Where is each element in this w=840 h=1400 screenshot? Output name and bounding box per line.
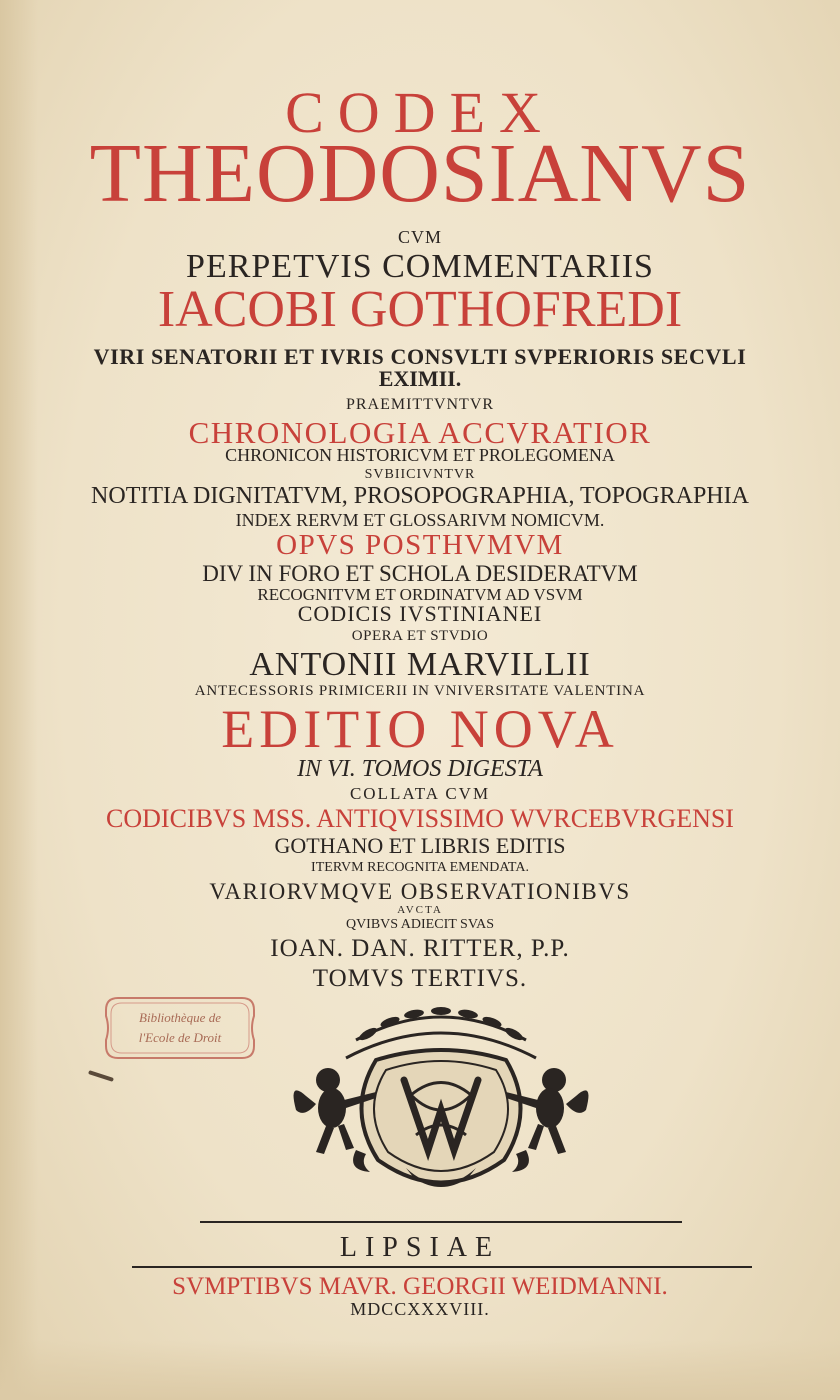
page-edge-shadow-bottom — [0, 1340, 840, 1400]
line-notitia: NOTITIA DIGNITATVM, PROSOPOGRAPHIA, TOPOGRAPHIA — [91, 483, 749, 509]
author-description: VIRI SENATORII ET IVRIS CONSVLTI SVPERIORIS SECVLI — [93, 344, 747, 369]
line-collata-cum: COLLATA CVM — [349, 784, 491, 803]
line-aucta: AVCTA — [397, 904, 443, 916]
line-index-rerum: INDEX RERVM ET GLOSSARIVM NOMICVM. — [235, 510, 605, 530]
line-ritter: IOAN. DAN. RITTER, P.P. — [270, 935, 570, 962]
printers-device-ornament — [286, 1000, 596, 1200]
imprint-publisher: SVMPTIBVS MAVR. GEORGII WEIDMANNI. — [172, 1273, 668, 1300]
imprint-rule-top — [200, 1221, 682, 1223]
printers-device-ornament-icon — [286, 1000, 596, 1200]
author-name: IACOBI GOTHOFREDI — [157, 281, 683, 338]
library-stamp-icon — [104, 994, 256, 1062]
line-opus-posthumum: OPVS POSTHVMVM — [276, 529, 564, 561]
imprint-rule-bottom — [132, 1266, 752, 1268]
line-codicis-iustinianei: CODICIS IVSTINIANEI — [297, 601, 543, 626]
editor-description: ANTECESSORIS PRIMICERII IN VNIVERSITATE VALENTINA — [194, 683, 646, 699]
line-chronicon: CHRONICON HISTORICVM ET PROLEGOMENA — [225, 445, 615, 465]
stamp-line-1: Bibliothèque de — [139, 1010, 221, 1025]
editor-name: ANTONII MARVILLII — [249, 646, 591, 683]
title-codex: CODEX — [285, 80, 555, 145]
line-recognitum: RECOGNITVM ET ORDINATVM AD VSVM — [257, 585, 583, 604]
line-in-vi-tomos: IN VI. TOMOS DIGESTA — [297, 756, 543, 782]
stamp-line-2: l'Ecole de Droit — [138, 1030, 222, 1045]
line-chronologia: CHRONOLOGIA ACCVRATIOR — [188, 415, 652, 450]
ink-mark — [88, 1070, 114, 1082]
line-codicibus: CODICIBVS MSS. ANTIQVISSIMO WVRCEBVRGENSI — [106, 804, 734, 833]
line-tomus-tertius: TOMVS TERTIVS. — [312, 965, 528, 992]
line-iterum-recognita: ITERVM RECOGNITA EMENDATA. — [311, 860, 529, 875]
line-opera-et-studio: OPERA ET STVDIO — [351, 628, 489, 644]
imprint-year: MDCCXXXVIII. — [350, 1299, 490, 1319]
line-praemittuntur: PRAEMITTVNTVR — [345, 396, 495, 413]
line-editio-nova: EDITIO NOVA — [221, 699, 619, 759]
imprint-place: LIPSIAE — [339, 1232, 501, 1263]
line-gothano: GOTHANO ET LIBRIS EDITIS — [274, 833, 566, 858]
line-perpetuis-commentariis: PERPETVIS COMMENTARIIS — [186, 248, 654, 285]
line-diu-in-foro: DIV IN FORO ET SCHOLA DESIDERATVM — [202, 561, 638, 586]
line-cum: CVM — [397, 227, 442, 247]
author-description-cont: EXIMII. — [378, 366, 462, 391]
line-variorumque: VARIORVMQVE OBSERVATIONIBVS — [209, 879, 631, 904]
library-stamp — [104, 994, 256, 1062]
title-theodosianus: THEODOSIANVS — [89, 127, 751, 220]
line-quibus-adiecit: QVIBVS ADIECIT SVAS — [345, 917, 495, 932]
line-subiiciuntur: SVBIICIVNTVR — [364, 467, 476, 482]
